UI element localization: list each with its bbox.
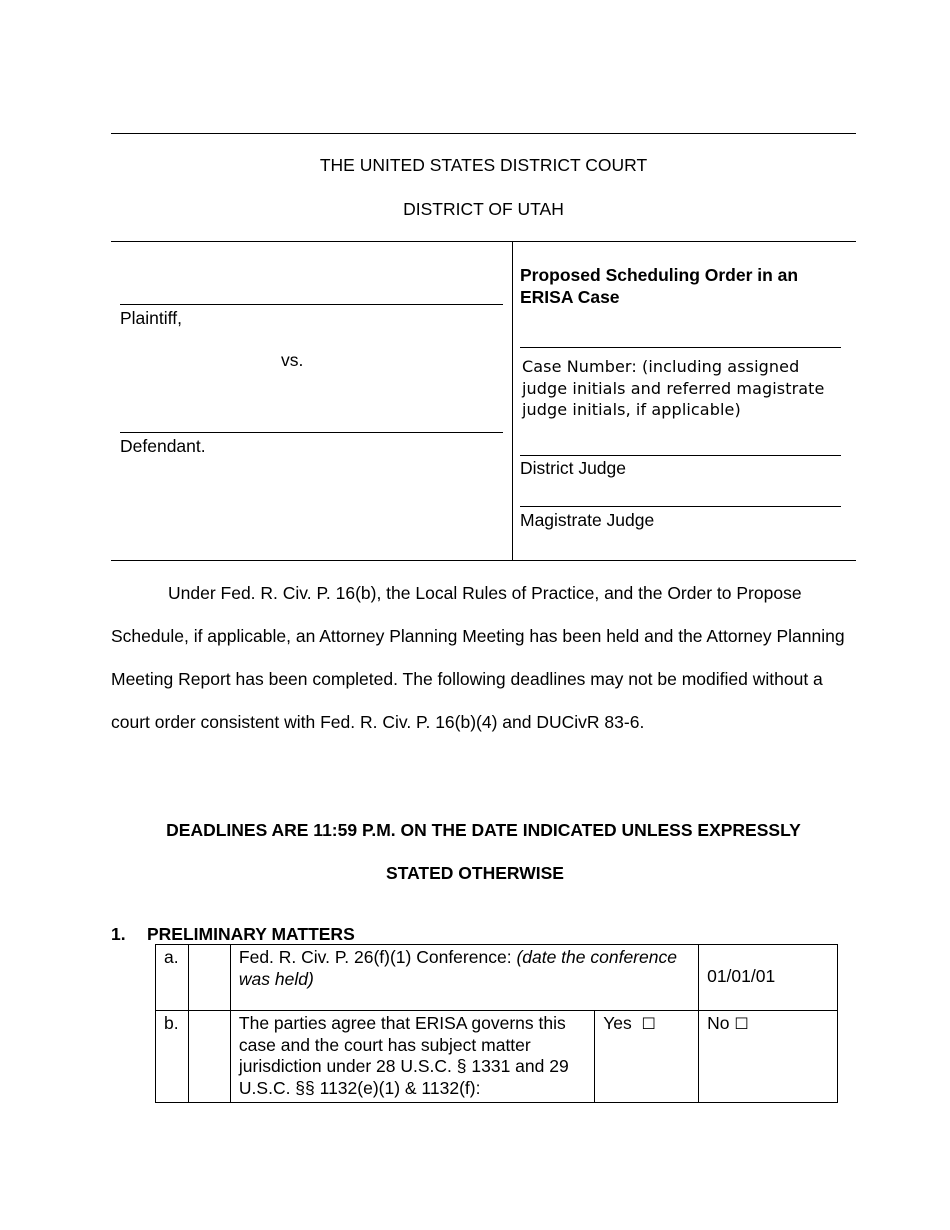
caption-top-rule (111, 241, 856, 242)
defendant-label: Defendant. (120, 436, 206, 456)
row-description-hint: (date the conference was held) (238, 947, 677, 989)
district-judge-line (520, 455, 841, 456)
conference-date-value[interactable]: 01/01/01 (699, 945, 838, 1011)
plaintiff-signature-line (120, 304, 503, 305)
top-rule (111, 133, 856, 134)
yes-option[interactable] (595, 1011, 699, 1103)
table-row (156, 1011, 838, 1103)
row-description: The parties agree that ERISA governs this case and the court has subject matter jurisdiction under 28 U.S.C. § 1331 and 29 U.S.C. §§ 1132(e)(1) & 1132(f): (230, 1011, 594, 1103)
defendant-signature-line (120, 432, 503, 433)
magistrate-judge-label: Magistrate Judge (520, 510, 655, 530)
case-number-line (520, 347, 841, 348)
row-blank-cell (188, 945, 230, 1011)
order-title: Proposed Scheduling Order in an ERISA Case (520, 265, 799, 307)
plaintiff-label: Plaintiff, (120, 308, 182, 328)
versus-label: vs. (281, 350, 304, 370)
row-description-text: Fed. R. Civ. P. 26(f)(1) Conference: (238, 947, 512, 967)
caption-bottom-rule (111, 560, 856, 561)
no-checkbox[interactable]: ☐ (734, 1014, 749, 1033)
deadline-notice-line1: DEADLINES ARE 11:59 P.M. ON THE DATE INDICATED UNLESS EXPRESSLY (166, 820, 801, 840)
yes-checkbox[interactable]: ☐ (641, 1014, 656, 1033)
row-letter: b. (156, 1011, 189, 1103)
preliminary-matters-table (155, 944, 838, 1103)
row-letter: a. (156, 945, 189, 1011)
section-number: 1. (111, 924, 126, 944)
intro-paragraph: Under Fed. R. Civ. P. 16(b), the Local Rules of Practice, and the Order to Propose Schedule, if applicable, an Attorney Planning Meeting has been held and the Attorney Planning Meeting Report has been completed. The following deadlines may not be modified without a court order consistent with Fed. R. Civ. P. 16(b)(4) and DUCivR 83-6. (111, 583, 845, 732)
row-description (230, 945, 698, 1011)
row-blank-cell (188, 1011, 230, 1103)
caption-divider (512, 241, 513, 560)
yes-label: Yes (603, 1013, 632, 1033)
district-judge-label: District Judge (520, 458, 627, 478)
court-name: THE UNITED STATES DISTRICT COURT (319, 155, 648, 175)
deadline-notice-line2: STATED OTHERWISE (386, 863, 564, 883)
table-row (156, 945, 838, 1011)
no-option[interactable] (699, 1011, 838, 1103)
section-title: PRELIMINARY MATTERS (147, 924, 355, 944)
case-number-label: Case Number: (including assigned judge initials and referred magistrate judge initials, if applicable) (522, 357, 825, 419)
court-district: DISTRICT OF UTAH (403, 199, 564, 219)
magistrate-judge-line (520, 506, 841, 507)
no-label: No (707, 1013, 730, 1033)
